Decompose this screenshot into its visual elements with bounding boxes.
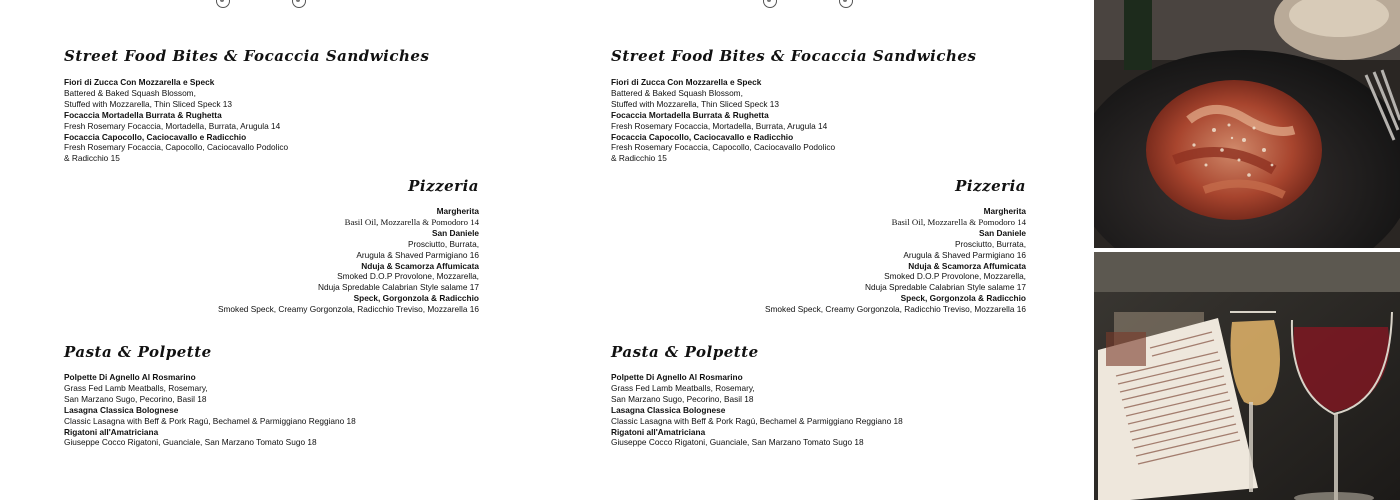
pizzeria-heading: Pizzeria [408, 177, 479, 195]
menu-item-desc: Fresh Rosemary Focaccia, Mortadella, Burrata, Arugula 14 [64, 120, 281, 131]
menu-item-desc: Arugula & Shaved Parmigiano 16 [356, 249, 479, 260]
pasta-list [611, 372, 903, 448]
pasta-heading: Pasta & Polpette [611, 343, 759, 361]
pasta-heading: Pasta & Polpette [64, 343, 212, 361]
menu-item-name: Fiori di Zucca Con Mozzarella e Speck [611, 77, 762, 87]
menu-item-desc: Battered & Baked Squash Blossom, [64, 87, 196, 98]
menu-item-name: Focaccia Capocollo, Caciocavallo e Radicchio [611, 131, 794, 142]
menu-item-desc: Classic Lasagna with Beff & Pork Ragú, Bechamel & Parmiggiano Reggiano 18 [611, 415, 903, 426]
street-food-list [611, 77, 835, 164]
menu-item-name: Lasagna Classica Bolognese [611, 404, 726, 415]
menu-item-desc: Grass Fed Lamb Meatballs, Rosemary, [64, 382, 208, 393]
menu-item-desc: Prosciutto, Burrata, [954, 238, 1026, 249]
ornament-icon [763, 0, 777, 8]
wine-glasses-menu-photo [1094, 252, 1400, 500]
menu-item-name: Rigatoni all'Amatriciana [64, 426, 159, 437]
menu-item-desc: San Marzano Sugo, Pecorino, Basil 18 [64, 393, 207, 404]
menu-item-name: Lasagna Classica Bolognese [64, 404, 179, 415]
menu-item-name: Rigatoni all'Amatriciana [611, 426, 706, 437]
menu-item-desc: Stuffed with Mozzarella, Thin Sliced Speck 13 [64, 98, 233, 109]
menu-item-name: Fiori di Zucca Con Mozzarella e Speck [64, 77, 215, 87]
menu-item-name: Polpette Di Agnello Al Rosmarino [64, 372, 196, 382]
menu-item-name: San Daniele [431, 227, 479, 238]
ornament-icon [216, 0, 230, 8]
menu-item-desc: Fresh Rosemary Focaccia, Capocollo, Caciocavallo Podolico [611, 142, 836, 153]
pizzeria-heading: Pizzeria [955, 177, 1026, 195]
menu-item-desc: Nduja Spredable Calabrian Style salame 17 [865, 282, 1026, 293]
menu-item-name: Margherita [983, 206, 1026, 216]
menu-item-desc: Basil Oil, Mozzarella & Pomodoro 14 [344, 216, 479, 227]
pizzeria-list [765, 206, 1026, 315]
menu-item-desc: Battered & Baked Squash Blossom, [611, 87, 743, 98]
menu-item-desc: Smoked D.O.P Provolone, Mozzarella, [884, 271, 1026, 282]
ornament-icon [292, 0, 306, 8]
menu-item-desc: & Radicchio 15 [611, 153, 667, 164]
menu-item-desc: Fresh Rosemary Focaccia, Capocollo, Caciocavallo Podolico [64, 142, 289, 153]
menu-item-desc: Smoked Speck, Creamy Gorgonzola, Radicchio Treviso, Mozzarella 16 [217, 304, 479, 315]
pizzeria-list [218, 206, 479, 315]
menu-item-name: Polpette Di Agnello Al Rosmarino [611, 372, 743, 382]
menu-item-name: Speck, Gorgonzola & Radicchio [353, 293, 479, 304]
menu-item-name: Margherita [436, 206, 479, 216]
menu-item-desc: Smoked D.O.P Provolone, Mozzarella, [337, 271, 479, 282]
pasta-dish-photo [1094, 0, 1400, 248]
menu-item-desc: Arugula & Shaved Parmigiano 16 [903, 249, 1026, 260]
menu-item-name: Nduja & Scamorza Affumicata [908, 260, 1026, 271]
pasta-list [64, 372, 356, 448]
menu-item-desc: Nduja Spredable Calabrian Style salame 17 [318, 282, 479, 293]
menu-item-desc: San Marzano Sugo, Pecorino, Basil 18 [611, 393, 754, 404]
menu-page-left [0, 0, 547, 500]
menu-page-right [547, 0, 1094, 500]
menu-item-desc: Giuseppe Cocco Rigatoni, Guanciale, San Marzano Tomato Sugo 18 [611, 437, 864, 448]
menu-item-name: Focaccia Mortadella Burrata & Rughetta [611, 109, 769, 120]
street-food-heading: Street Food Bites & Focaccia Sandwiches [64, 47, 430, 65]
menu-item-desc: Smoked Speck, Creamy Gorgonzola, Radicchio Treviso, Mozzarella 16 [764, 304, 1026, 315]
menu-item-desc: Basil Oil, Mozzarella & Pomodoro 14 [891, 216, 1026, 227]
menu-item-desc: Grass Fed Lamb Meatballs, Rosemary, [611, 382, 755, 393]
menu-item-name: San Daniele [978, 227, 1026, 238]
menu-item-desc: Giuseppe Cocco Rigatoni, Guanciale, San Marzano Tomato Sugo 18 [64, 437, 317, 448]
menu-item-desc: Fresh Rosemary Focaccia, Mortadella, Burrata, Arugula 14 [611, 120, 828, 131]
street-food-heading: Street Food Bites & Focaccia Sandwiches [611, 47, 977, 65]
menu-item-name: Speck, Gorgonzola & Radicchio [900, 293, 1026, 304]
menu-item-desc: & Radicchio 15 [64, 153, 120, 164]
menu-item-name: Nduja & Scamorza Affumicata [361, 260, 479, 271]
photo-column [1094, 0, 1400, 500]
menu-item-name: Focaccia Capocollo, Caciocavallo e Radicchio [64, 131, 247, 142]
street-food-list [64, 77, 288, 164]
menu-item-desc: Prosciutto, Burrata, [407, 238, 479, 249]
ornament-icon [839, 0, 853, 8]
menu-item-name: Focaccia Mortadella Burrata & Rughetta [64, 109, 222, 120]
menu-item-desc: Classic Lasagna with Beff & Pork Ragú, Bechamel & Parmiggiano Reggiano 18 [64, 415, 356, 426]
menu-item-desc: Stuffed with Mozzarella, Thin Sliced Speck 13 [611, 98, 780, 109]
